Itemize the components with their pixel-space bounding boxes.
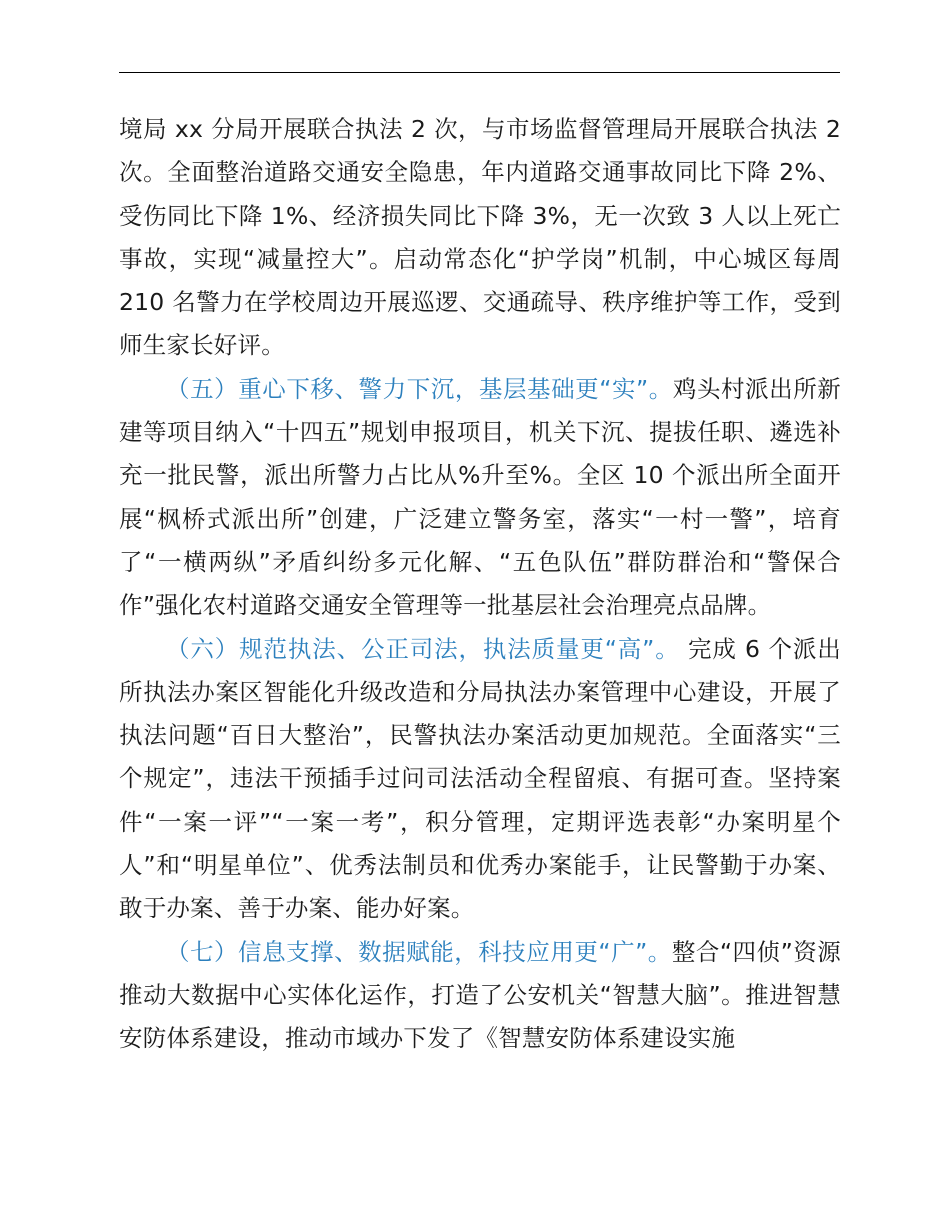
- paragraph-text: 整合“四侦”资源推动大数据中心实体化运作，打造了公安机关“智慧大脑”。推进智慧安防体系建设，推动市域办下发了《智慧安防体系建设实施: [119, 937, 842, 1053]
- paragraph-text: 境局 xx 分局开展联合执法 2 次，与市场监督管理局开展联合执法 2 次。全面整治道路交通安全隐患，年内道路交通事故同比下降 2%、受伤同比下降 1%、经济损失同比下降 3%，无一次致 3 人以上死亡事故，实现“减量控大”。启动常态化“护学岗”机制，中心城区每周 210 名警力在学校周边开展巡逻、交通疏导、秩序维护等工作，受到师生家长好评。: [119, 115, 841, 360]
- section-heading-6: （六）规范执法、公正司法，执法质量更“高”。: [166, 634, 680, 663]
- paragraph-section-7: [119, 931, 841, 1061]
- paragraph-section-5: [119, 368, 841, 628]
- paragraph-section-6: [119, 628, 841, 931]
- document-body: [119, 108, 841, 1061]
- section-heading-5: （五）重心下移、警力下沉，基层基础更“实”。: [166, 374, 673, 403]
- paragraph-text: 鸡头村派出所新建等项目纳入“十四五”规划申报项目，机关下沉、提拔任职、遴选补充一批民警，派出所警力占比从%升至%。全区 10 个派出所全面开展“枫桥式派出所”创建，广泛建立警务室，落实“一村一警”，培育了“一横两纵”矛盾纠纷多元化解、“五色队伍”群防群治和“警保合作”强化农村道路交通安全管理等一批基层社会治理亮点品牌。: [119, 374, 842, 620]
- header-rule: [119, 72, 840, 73]
- paragraph-text: 完成 6 个派出所执法办案区智能化升级改造和分局执法办案管理中心建设，开展了执法问题“百日大整治”，民警执法办案活动更加规范。全面落实“三个规定”，违法干预插手过问司法活动全程留痕、有据可查。坚持案件“一案一评”“一案一考”，积分管理，定期评选表彰“办案明星个人”和“明星单位”、优秀法制员和优秀办案能手，让民警勤于办案、敢于办案、善于办案、能办好案。: [119, 634, 841, 923]
- section-heading-7: （七）信息支撑、数据赋能，科技应用更“广”。: [166, 937, 672, 966]
- paragraph-continuation: [119, 108, 841, 368]
